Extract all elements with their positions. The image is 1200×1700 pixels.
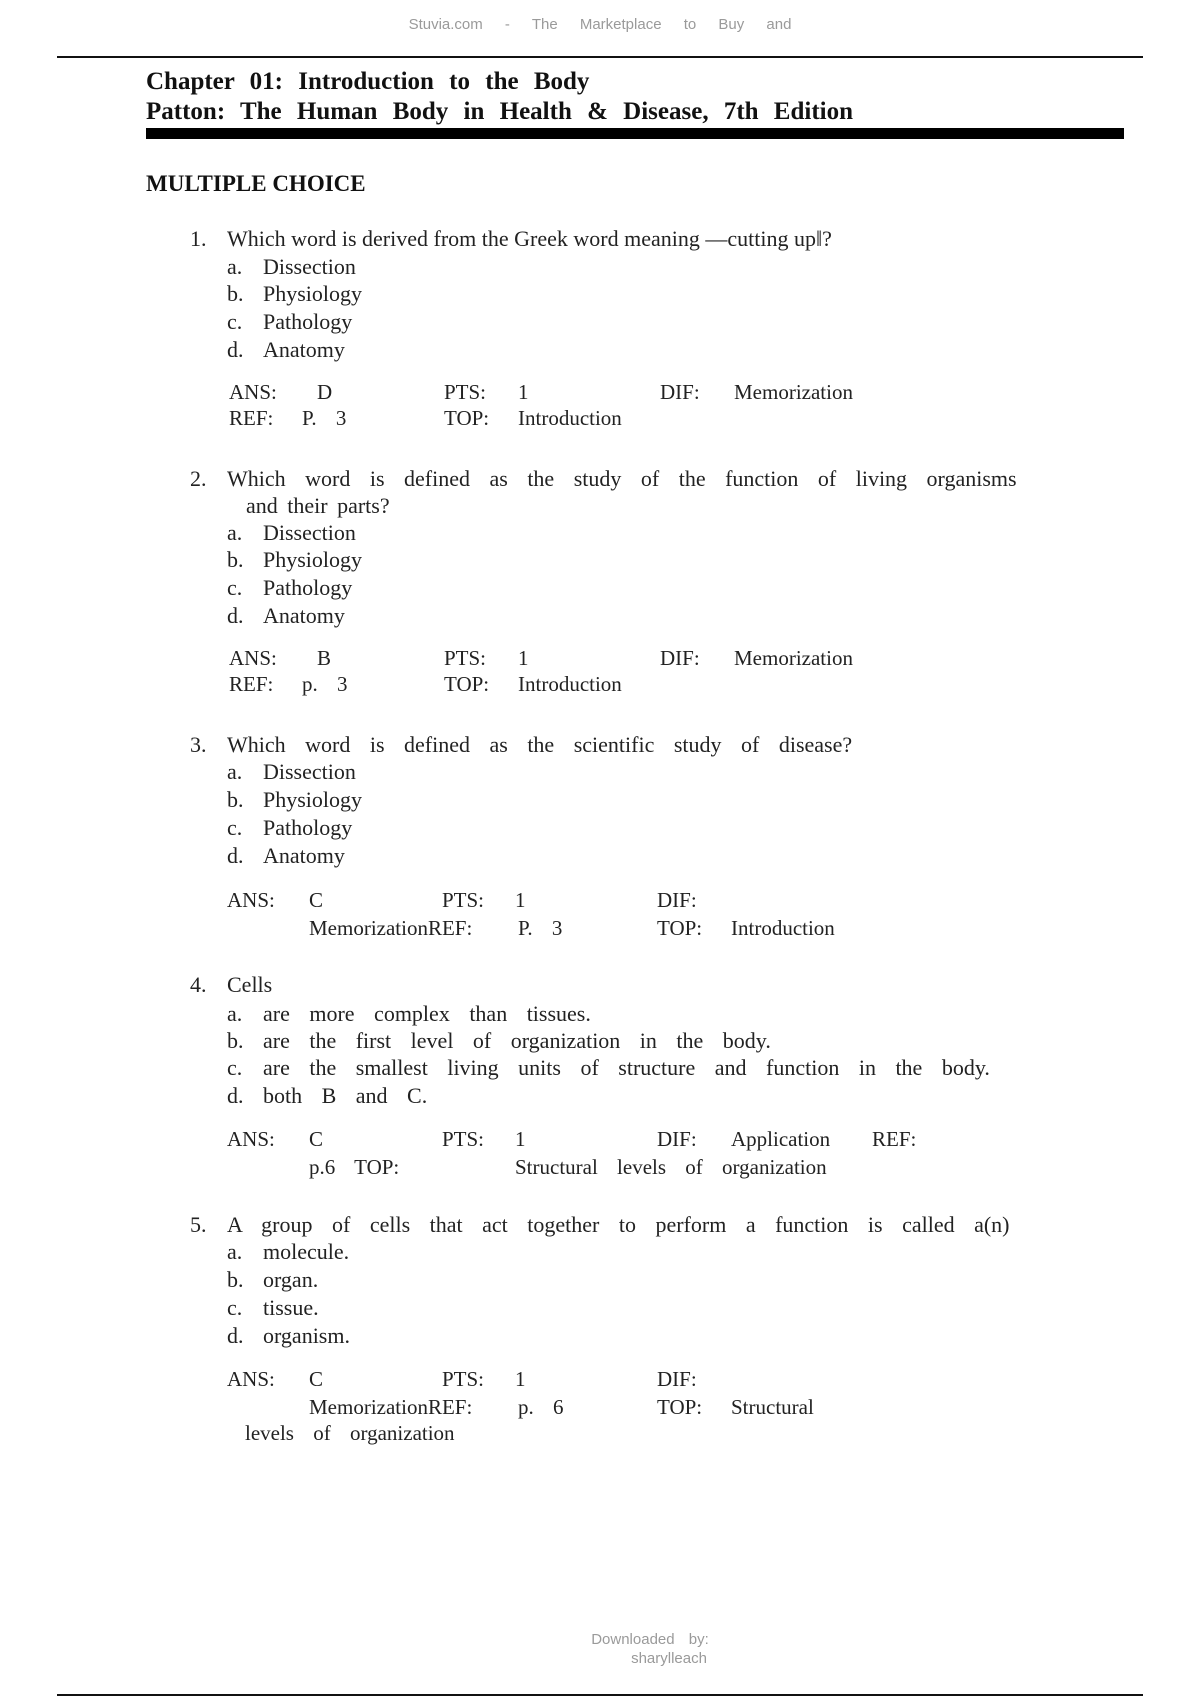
top-value: Introduction — [518, 672, 622, 696]
dif-label: DIF: — [660, 380, 700, 404]
ans-label: ANS: — [227, 1127, 275, 1151]
option-text: tissue. — [263, 1295, 319, 1320]
ref-value: P. 3 — [518, 916, 563, 940]
pts-value: 1 — [515, 1127, 526, 1151]
option-letter: c. — [227, 575, 243, 600]
book-title: Patton: The Human Body in Health & Disease, 7th Edition — [146, 98, 854, 125]
option-letter: c. — [227, 309, 243, 334]
pts-label: PTS: — [442, 1367, 485, 1391]
ref-value: P. 3 — [302, 406, 347, 430]
pts-label: PTS: — [442, 888, 485, 912]
ref-value: p. 3 — [302, 672, 348, 696]
option-letter: c. — [227, 815, 243, 840]
option-letter: c. — [227, 1055, 243, 1080]
question-stem: Which word is defined as the study of the function of living organisms — [227, 466, 1017, 491]
ans-value: B — [317, 646, 332, 670]
ans-label: ANS: — [227, 1367, 275, 1391]
option-text: Dissection — [263, 254, 356, 279]
option-text: organism. — [263, 1323, 350, 1348]
pts-value: 1 — [518, 380, 529, 404]
option-letter: b. — [227, 1267, 244, 1292]
option-letter: b. — [227, 547, 244, 572]
downloaded-by-label: Downloaded by: — [591, 1631, 709, 1648]
option-letter: d. — [227, 337, 244, 362]
question-number: 4. — [190, 972, 207, 997]
dif-label: DIF: — [657, 888, 697, 912]
dif-value: Memorization — [734, 646, 853, 670]
dif-ref-value: MemorizationREF: — [309, 916, 473, 940]
question-stem: A group of cells that act together to perform a function is called a(n) — [227, 1212, 1010, 1237]
dif-label: DIF: — [660, 646, 700, 670]
pts-label: PTS: — [444, 646, 487, 670]
ans-label: ANS: — [229, 646, 277, 670]
watermark-header: Stuvia.com - The Marketplace to Buy and — [408, 16, 792, 33]
ref-value: p. 6 — [518, 1395, 564, 1419]
ans-value: C — [309, 888, 324, 912]
question-stem: Which word is derived from the Greek word meaning —cutting up‖? — [227, 226, 832, 251]
option-text: organ. — [263, 1267, 319, 1292]
top-value: Structural — [731, 1395, 814, 1419]
chapter-title: Chapter 01: Introduction to the Body — [146, 68, 590, 95]
option-letter: a. — [227, 1001, 243, 1026]
option-text: Anatomy — [263, 337, 345, 362]
dif-ref-value: MemorizationREF: — [309, 1395, 473, 1419]
ref-label: REF: — [229, 672, 274, 696]
question-number: 3. — [190, 732, 207, 757]
option-letter: b. — [227, 1028, 244, 1053]
download-footer — [0, 1630, 1200, 1668]
top-rule — [57, 56, 1143, 58]
option-text: both B and C. — [263, 1083, 428, 1108]
ref-top-value: p.6 TOP: — [309, 1155, 400, 1179]
top-label: TOP: — [657, 916, 703, 940]
option-text: Physiology — [263, 281, 363, 306]
option-text: Pathology — [263, 815, 353, 840]
ans-label: ANS: — [227, 888, 275, 912]
option-text: Physiology — [263, 547, 363, 572]
option-text: Physiology — [263, 787, 363, 812]
downloaded-by-user: sharylleach — [631, 1650, 707, 1667]
pts-value: 1 — [518, 646, 529, 670]
option-letter: b. — [227, 787, 244, 812]
option-letter: a. — [227, 254, 243, 279]
option-text: Dissection — [263, 759, 356, 784]
top-value-continued: levels of organization — [245, 1421, 455, 1445]
option-text: Anatomy — [263, 843, 345, 868]
top-value: Structural levels of organization — [515, 1155, 827, 1179]
ans-value: C — [309, 1367, 324, 1391]
option-text: Anatomy — [263, 603, 345, 628]
pts-label: PTS: — [444, 380, 487, 404]
option-letter: d. — [227, 1083, 244, 1108]
ref-label: REF: — [872, 1127, 917, 1151]
option-text: Pathology — [263, 309, 353, 334]
ans-value: C — [309, 1127, 324, 1151]
option-letter: d. — [227, 843, 244, 868]
question-stem: Which word is defined as the scientific study of disease? — [227, 732, 853, 757]
dif-label: DIF: — [657, 1127, 697, 1151]
top-value: Introduction — [731, 916, 835, 940]
top-label: TOP: — [657, 1395, 703, 1419]
question-number: 1. — [190, 226, 207, 251]
option-text: molecule. — [263, 1239, 350, 1264]
option-letter: a. — [227, 1239, 243, 1264]
pts-value: 1 — [515, 1367, 526, 1391]
question-number: 5. — [190, 1212, 207, 1237]
bottom-rule — [57, 1694, 1143, 1696]
question-stem: Cells — [227, 972, 273, 997]
ref-label: REF: — [229, 406, 274, 430]
dif-label: DIF: — [657, 1367, 697, 1391]
option-letter: d. — [227, 603, 244, 628]
top-label: TOP: — [444, 672, 490, 696]
pts-label: PTS: — [442, 1127, 485, 1151]
pts-value: 1 — [515, 888, 526, 912]
option-letter: b. — [227, 281, 244, 306]
option-text: are the first level of organization in the body. — [263, 1028, 771, 1053]
option-letter: d. — [227, 1323, 244, 1348]
top-value: Introduction — [518, 406, 622, 430]
dif-value: Memorization — [734, 380, 853, 404]
title-rule — [146, 128, 1124, 139]
option-letter: a. — [227, 759, 243, 784]
question-stem-continued: and their parts? — [246, 493, 390, 518]
option-text: are more complex than tissues. — [263, 1001, 591, 1026]
option-text: Dissection — [263, 520, 356, 545]
option-text: are the smallest living units of structure and function in the body. — [263, 1055, 990, 1080]
ans-label: ANS: — [229, 380, 277, 404]
question-number: 2. — [190, 466, 207, 491]
option-letter: c. — [227, 1295, 243, 1320]
top-label: TOP: — [444, 406, 490, 430]
section-heading: MULTIPLE CHOICE — [146, 171, 366, 196]
option-letter: a. — [227, 520, 243, 545]
ans-value: D — [317, 380, 333, 404]
option-text: Pathology — [263, 575, 353, 600]
dif-value: Application — [731, 1127, 831, 1151]
